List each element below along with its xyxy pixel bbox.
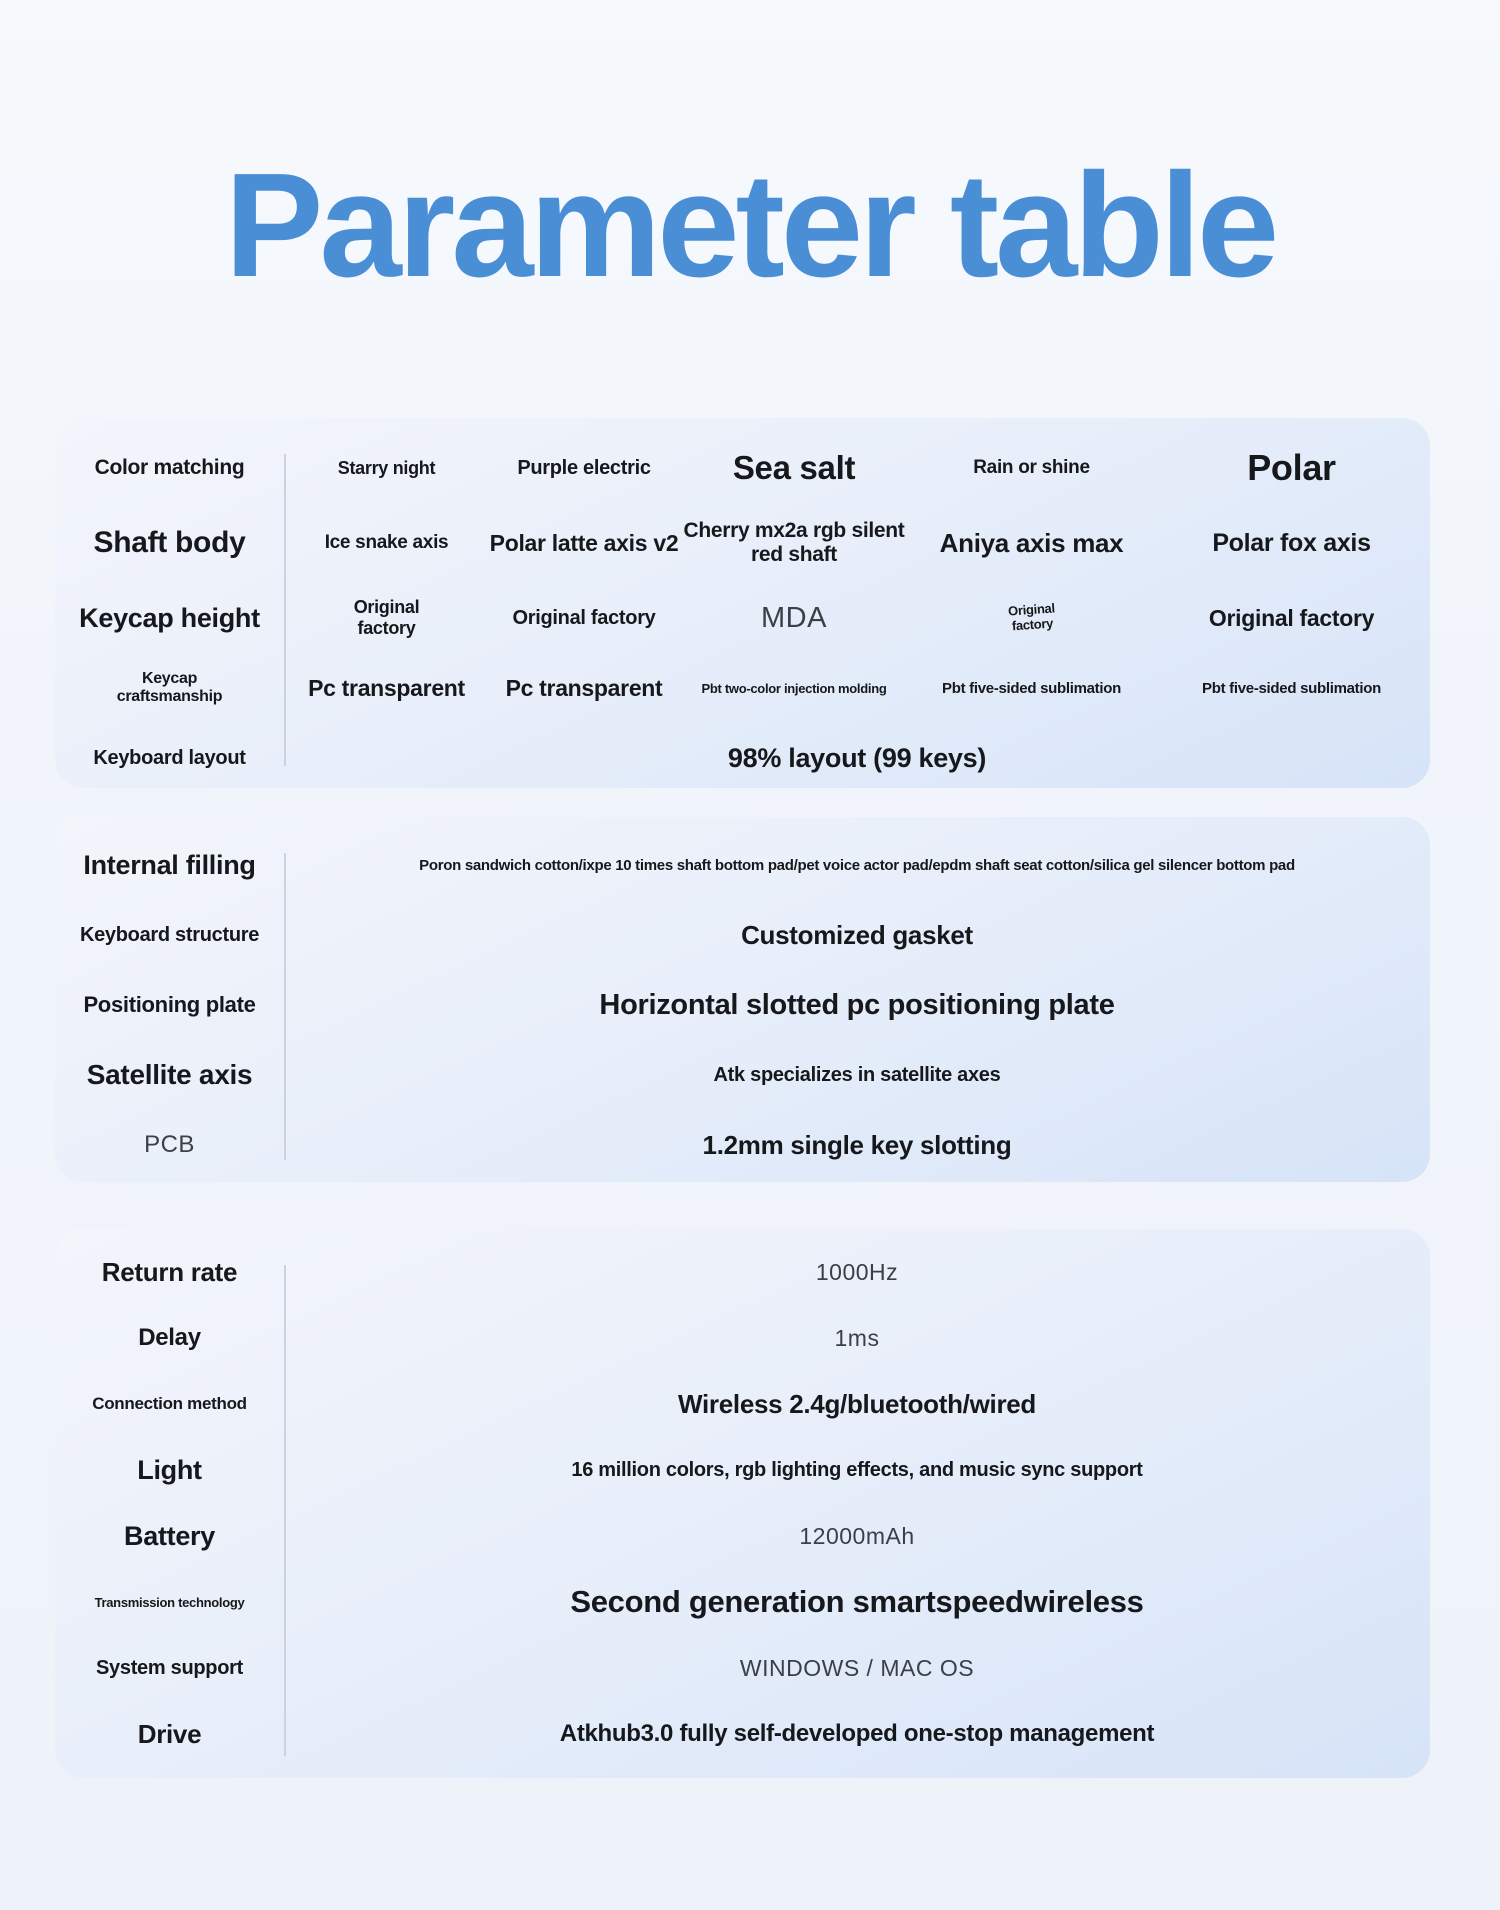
table-row-transmission-technology <box>55 1569 1430 1635</box>
cell-craft-pbt-five-sided-1: Pbt five-sided sublimation <box>942 679 1121 697</box>
colorway-spec-table <box>55 418 1430 788</box>
page-title: Parameter table <box>224 143 1276 308</box>
cell-colorway-rain-or-shine: Rain or shine <box>973 457 1090 478</box>
cell-battery-value: 12000mAh <box>799 1522 915 1549</box>
table-row-connection-method <box>55 1371 1430 1437</box>
row-label-satellite-axis: Satellite axis <box>86 1059 253 1090</box>
row-label-keycap-height: Keycap height <box>79 602 260 633</box>
row-label-shaft-body: Shaft body <box>93 526 246 559</box>
structure-spec-table <box>55 817 1430 1182</box>
performance-spec-table <box>55 1229 1430 1778</box>
row-label-internal-filling: Internal filling <box>83 849 256 880</box>
cell-craft-pbt-two-color: Pbt two-color injection molding <box>701 680 887 696</box>
cell-craft-pc-transparent-1: Pc transparent <box>308 674 465 701</box>
row-label-positioning-plate: Positioning plate <box>83 992 256 1017</box>
table-row-drive <box>55 1701 1430 1767</box>
row-label-system-support: System support <box>96 1656 243 1679</box>
table-row-internal-filling <box>55 830 1430 900</box>
cell-shaft-polar-latte: Polar latte axis v2 <box>489 529 679 556</box>
row-label-keyboard-layout: Keyboard layout <box>93 746 246 769</box>
table-row-battery <box>55 1503 1430 1569</box>
cell-internal-filling-value: Poron sandwich cotton/ixpe 10 times shaft bottom pad/pet voice actor pad/epdm shaft seat cotton/silica gel silencer bottom pad <box>419 856 1295 874</box>
cell-pcb-value: 1.2mm single key slotting <box>702 1129 1012 1160</box>
cell-drive-value: Atkhub3.0 fully self-developed one-stop management <box>559 1720 1155 1747</box>
label-column-divider <box>284 853 286 1160</box>
row-label-connection-method: Connection method <box>92 1394 247 1413</box>
cell-shaft-aniya-max: Aniya axis max <box>939 527 1124 558</box>
label-column-divider <box>284 454 286 766</box>
cell-system-support-value: WINDOWS / MAC OS <box>739 1654 975 1681</box>
table-row-satellite-axis <box>55 1040 1430 1110</box>
row-label-color-matching: Color matching <box>94 456 245 479</box>
cell-height-original-factory-1: Original factory <box>353 597 420 638</box>
table-row-pcb <box>55 1110 1430 1180</box>
table-row-delay <box>55 1305 1430 1371</box>
cell-height-original-factory-3: Original factory <box>1007 600 1055 634</box>
cell-keyboard-structure-value: Customized gasket <box>741 919 973 950</box>
table-row-positioning-plate <box>55 970 1430 1040</box>
cell-delay-value: 1ms <box>834 1324 880 1351</box>
row-label-keycap-craftsmanship: Keycap craftsmanship <box>116 669 223 705</box>
row-label-return-rate: Return rate <box>101 1256 238 1287</box>
row-label-drive: Drive <box>137 1718 202 1749</box>
row-label-transmission-technology: Transmission technology <box>94 1594 245 1610</box>
table-row-return-rate <box>55 1239 1430 1305</box>
table-row-keycap-craftsmanship <box>55 653 1430 723</box>
cell-connection-method-value: Wireless 2.4g/bluetooth/wired <box>677 1388 1037 1419</box>
row-label-keyboard-structure: Keyboard structure <box>79 923 260 946</box>
cell-transmission-technology-value: Second generation smartspeedwireless <box>570 1584 1144 1619</box>
cell-shaft-cherry-mx2a: Cherry mx2a rgb silent red shaft <box>683 518 905 566</box>
row-label-delay: Delay <box>138 1324 201 1351</box>
label-column-divider <box>284 1265 286 1756</box>
cell-craft-pc-transparent-2: Pc transparent <box>505 674 663 701</box>
cell-height-original-factory-2: Original factory <box>512 606 656 629</box>
cell-light-value: 16 million colors, rgb lighting effects, and music sync support <box>571 1458 1143 1481</box>
table-row-keycap-height <box>55 583 1430 653</box>
cell-return-rate-value: 1000Hz <box>815 1258 899 1285</box>
table-row-keyboard-layout <box>55 723 1430 793</box>
cell-satellite-axis-value: Atk specializes in satellite axes <box>713 1063 1001 1086</box>
cell-colorway-polar: Polar <box>1247 447 1336 488</box>
row-label-light: Light <box>137 1454 202 1485</box>
cell-colorway-purple-electric: Purple electric <box>517 456 651 479</box>
table-row-light <box>55 1437 1430 1503</box>
cell-colorway-starry-night: Starry night <box>337 457 436 478</box>
table-row-color-matching <box>55 433 1430 503</box>
row-label-pcb: PCB <box>144 1131 195 1158</box>
cell-shaft-polar-fox: Polar fox axis <box>1212 528 1371 557</box>
cell-keyboard-layout-value: 98% layout (99 keys) <box>727 742 987 773</box>
cell-height-mda: MDA <box>761 601 827 634</box>
cell-height-original-factory-4: Original factory <box>1208 604 1375 631</box>
cell-craft-pbt-five-sided-2: Pbt five-sided sublimation <box>1202 679 1381 697</box>
table-row-system-support <box>55 1635 1430 1701</box>
table-row-keyboard-structure <box>55 900 1430 970</box>
cell-positioning-plate-value: Horizontal slotted pc positioning plate <box>599 988 1115 1021</box>
table-row-shaft-body <box>55 503 1430 583</box>
row-label-battery: Battery <box>124 1520 215 1551</box>
cell-colorway-sea-salt: Sea salt <box>732 449 856 486</box>
cell-shaft-ice-snake: Ice snake axis <box>324 532 449 553</box>
